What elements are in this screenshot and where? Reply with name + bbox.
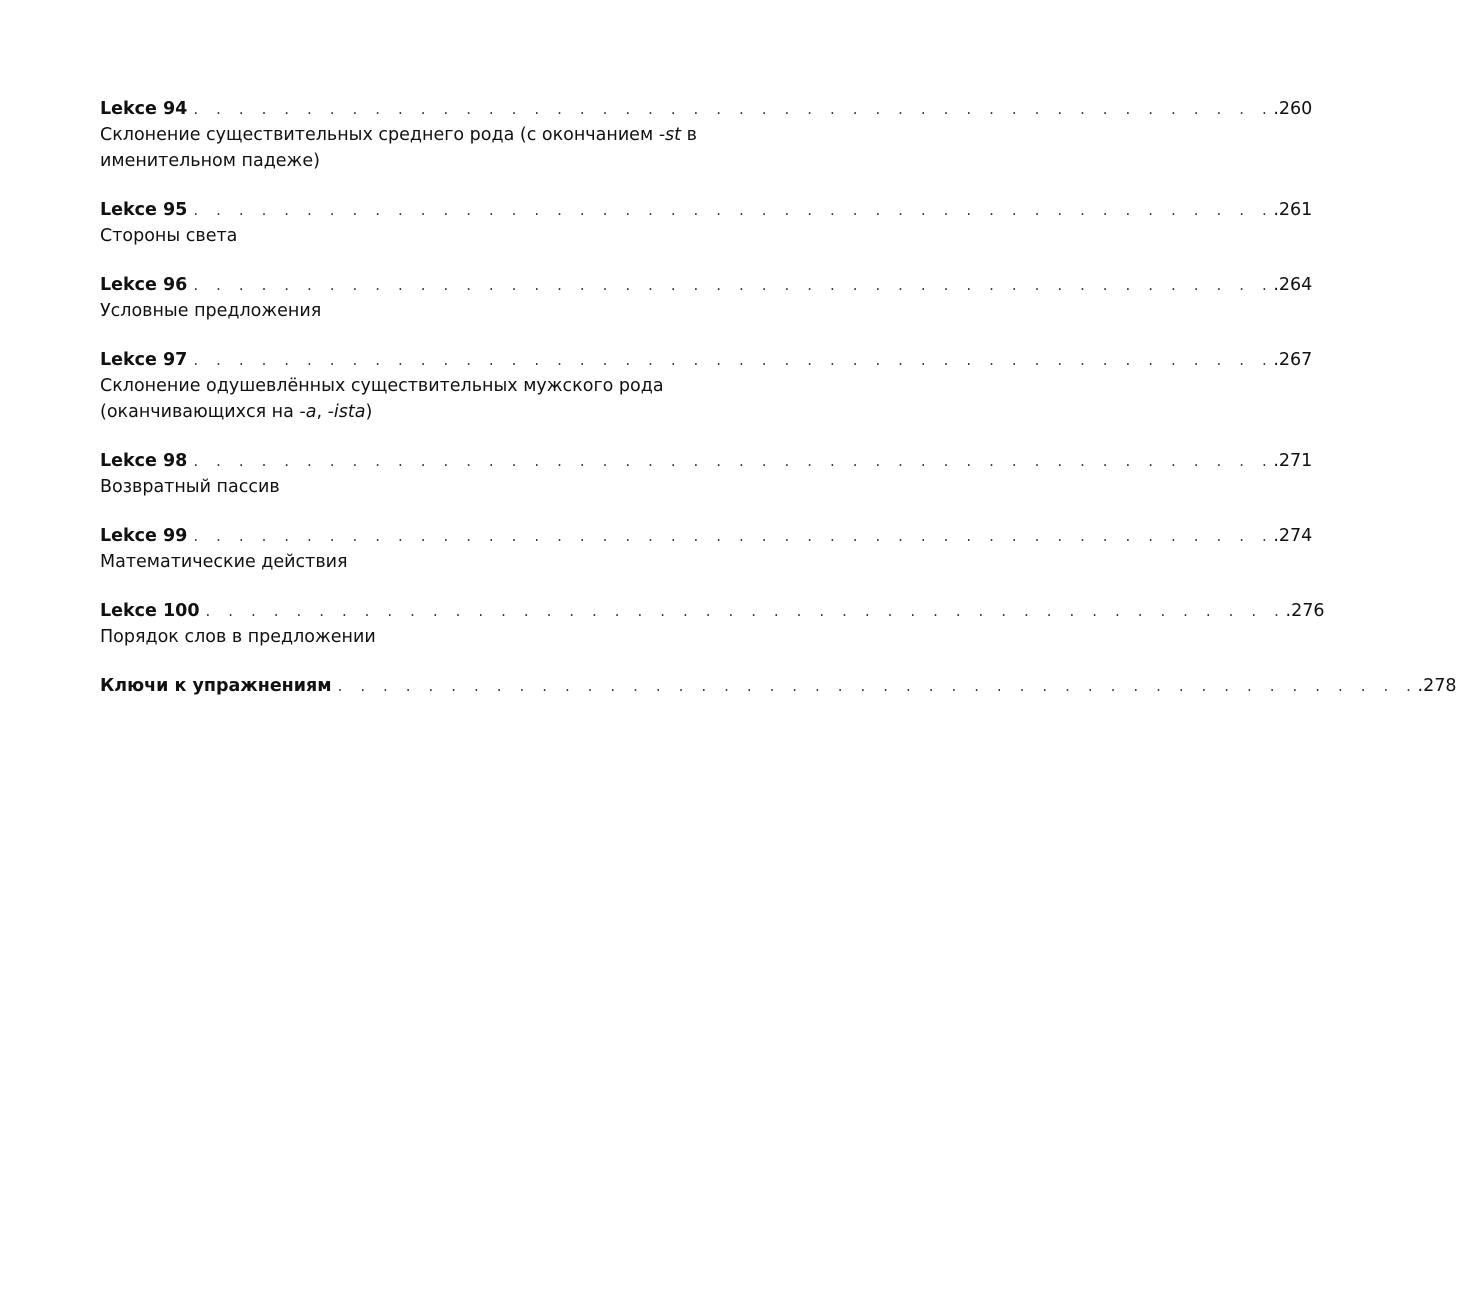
toc-entry-lekce-95[interactable] xyxy=(100,197,1313,249)
toc-entry-title[interactable]: Lekce 97 xyxy=(100,350,188,370)
toc-entry-lekce-99[interactable] xyxy=(100,523,1313,575)
dot-leader: . . . . . . . . . . . . . . . . . . . . . . . . . . . . . . . . . . . . . . . . . . . . . . . . xyxy=(193,351,1274,369)
toc-entry-subtitle: Склонение одушевлённых существительных мужского рода (оканчивающихся на -a, -ista) xyxy=(100,376,664,422)
toc-entry-page-number: .278 xyxy=(1417,676,1457,696)
toc-entry-subtitle: Стороны света xyxy=(100,226,238,246)
toc-entry-page-number: .260 xyxy=(1273,99,1313,119)
dot-leader: . . . . . . . . . . . . . . . . . . . . . . . . . . . . . . . . . . . . . . . . . . . . . . . . xyxy=(205,602,1286,620)
toc-entry-heading xyxy=(100,272,1313,298)
toc-entry-heading xyxy=(100,523,1313,549)
toc-entry-subtitle: Склонение существительных среднего рода (с окончанием -st в именительном падеже) xyxy=(100,125,697,171)
dot-leader: . . . . . . . . . . . . . . . . . . . . . . . . . . . . . . . . . . . . . . . . . . . . . . . . xyxy=(193,527,1274,545)
toc-entry-heading xyxy=(100,96,1313,122)
toc-entry-heading xyxy=(100,673,1457,699)
toc-entry-title[interactable]: Lekce 96 xyxy=(100,275,188,295)
toc-entry-subtitle: Возвратный пассив xyxy=(100,477,280,497)
dot-leader: . . . . . . . . . . . . . . . . . . . . . . . . . . . . . . . . . . . . . . . . . . . . . . . . xyxy=(193,100,1274,118)
toc-entry-title[interactable]: Lekce 94 xyxy=(100,99,188,119)
table-of-contents xyxy=(100,96,1457,699)
toc-entry-heading xyxy=(100,448,1313,474)
toc-entry-lekce-96[interactable] xyxy=(100,272,1313,324)
dot-leader: . . . . . . . . . . . . . . . . . . . . . . . . . . . . . . . . . . . . . . . . . . . . . . . . xyxy=(337,677,1418,695)
toc-entry-lekce-97[interactable] xyxy=(100,347,1313,425)
dot-leader: . . . . . . . . . . . . . . . . . . . . . . . . . . . . . . . . . . . . . . . . . . . . . . . . xyxy=(193,276,1274,294)
toc-entry-subtitle: Условные предложения xyxy=(100,301,322,321)
dot-leader: . . . . . . . . . . . . . . . . . . . . . . . . . . . . . . . . . . . . . . . . . . . . . . . . xyxy=(193,201,1274,219)
toc-entry-title[interactable]: Lekce 99 xyxy=(100,526,188,546)
toc-entry-heading xyxy=(100,347,1313,373)
toc-entry-page-number: .276 xyxy=(1285,601,1325,621)
toc-entry-page-number: .271 xyxy=(1273,451,1313,471)
toc-entry-heading xyxy=(100,598,1325,624)
toc-entry-answer-keys[interactable] xyxy=(100,673,1457,699)
toc-entry-title[interactable]: Lekce 100 xyxy=(100,601,200,621)
dot-leader: . . . . . . . . . . . . . . . . . . . . . . . . . . . . . . . . . . . . . . . . . . . . . . . . xyxy=(193,452,1274,470)
toc-entry-page-number: .267 xyxy=(1273,350,1313,370)
toc-entry-title[interactable]: Lekce 98 xyxy=(100,451,188,471)
toc-entry-heading xyxy=(100,197,1313,223)
toc-entry-subtitle: Математические действия xyxy=(100,552,348,572)
toc-entry-lekce-100[interactable] xyxy=(100,598,1325,650)
toc-entry-lekce-98[interactable] xyxy=(100,448,1313,500)
toc-entry-page-number: .264 xyxy=(1273,275,1313,295)
toc-entry-title[interactable]: Lekce 95 xyxy=(100,200,188,220)
toc-entry-page-number: .274 xyxy=(1273,526,1313,546)
toc-entry-subtitle: Порядок слов в предложении xyxy=(100,627,376,647)
toc-entry-title[interactable]: Ключи к упражнениям xyxy=(100,676,332,696)
toc-entry-lekce-94[interactable] xyxy=(100,96,1313,174)
toc-entry-page-number: .261 xyxy=(1273,200,1313,220)
